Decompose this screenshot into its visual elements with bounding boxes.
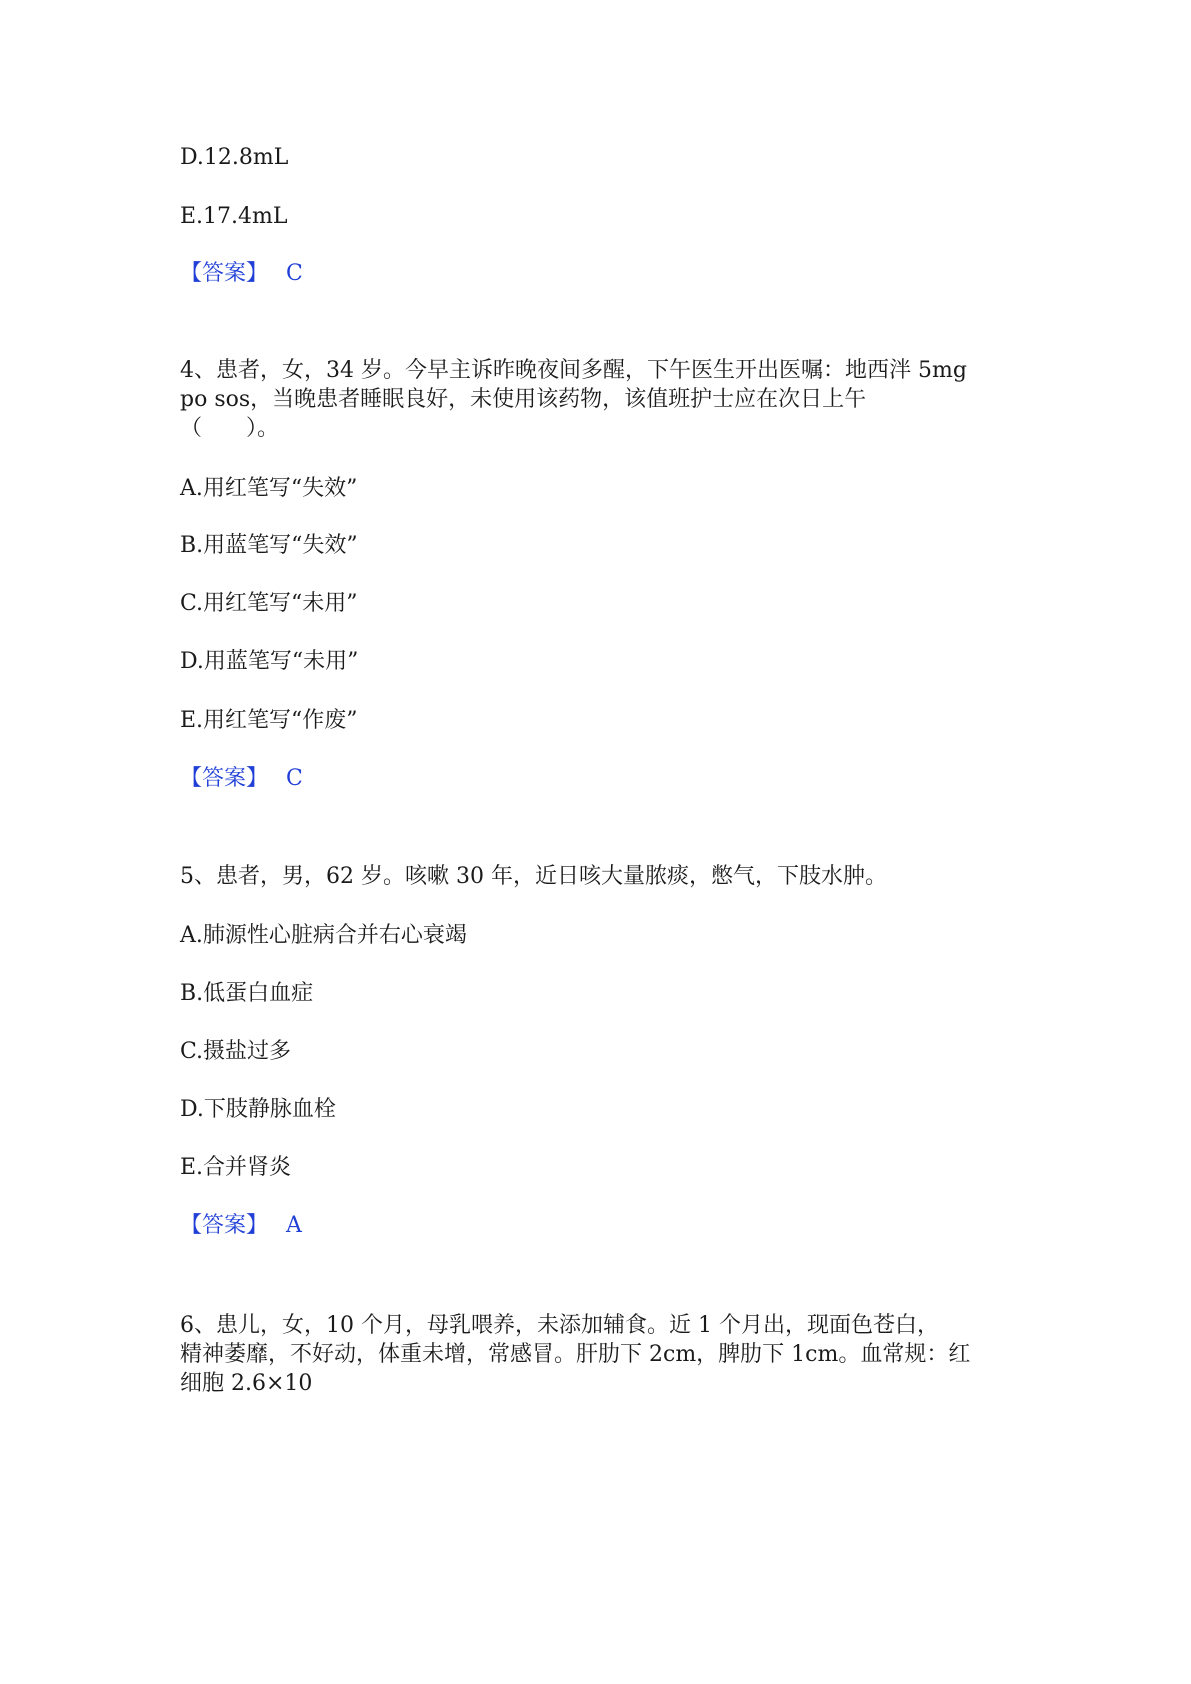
q6-stem-line-2: 精神萎靡，不好动，体重未增，常感冒。肝肋下 2cm，脾肋下 1cm。血常规：红: [180, 1342, 971, 1367]
q3-option-d: D.12.8mL: [180, 145, 289, 170]
q6-stem-line-1: 6、患儿，女，10 个月，母乳喂养，未添加辅食。近 1 个月出，现面色苍白，: [180, 1313, 939, 1338]
q5-option-a: A.肺源性心脏病合并右心衰竭: [180, 923, 467, 948]
q4-option-a: A.用红笔写“失效”: [180, 476, 358, 501]
answer-value: C: [286, 261, 303, 286]
q4-option-e: E.用红笔写“作废”: [180, 708, 358, 733]
q5-option-d: D.下肢静脉血栓: [180, 1097, 336, 1122]
q4-stem-line-1: 4、患者，女，34 岁。今早主诉昨晚夜间多醒，下午医生开出医嘱：地西泮 5mg: [180, 358, 967, 383]
q4-option-b: B.用蓝笔写“失效”: [180, 533, 358, 558]
answer-label: 【答案】: [180, 766, 269, 791]
q5-stem-line-1: 5、患者，男，62 岁。咳嗽 30 年，近日咳大量脓痰，憋气，下肢水肿。: [180, 864, 887, 889]
q4-option-c: C.用红笔写“未用”: [180, 591, 358, 616]
q4-option-d: D.用蓝笔写“未用”: [180, 649, 359, 674]
answer-label: 【答案】: [180, 1213, 269, 1238]
q5-option-c: C.摄盐过多: [180, 1039, 292, 1064]
q5-option-b: B.低蛋白血症: [180, 981, 314, 1006]
q4-stem-line-2: po sos，当晚患者睡眠良好，未使用该药物，该值班护士应在次日上午: [180, 387, 867, 412]
answer-label: 【答案】: [180, 261, 269, 286]
answer-value: A: [286, 1213, 302, 1238]
q5-answer: [180, 1211, 302, 1241]
q4-stem-line-3: （ ）。: [180, 416, 280, 441]
q3-answer: [180, 259, 303, 289]
q4-answer: [180, 764, 303, 794]
answer-value: C: [286, 766, 303, 791]
q5-option-e: E.合并肾炎: [180, 1155, 292, 1180]
q6-stem-line-3: 细胞 2.6×10: [180, 1371, 313, 1396]
q3-option-e: E.17.4mL: [180, 204, 288, 229]
